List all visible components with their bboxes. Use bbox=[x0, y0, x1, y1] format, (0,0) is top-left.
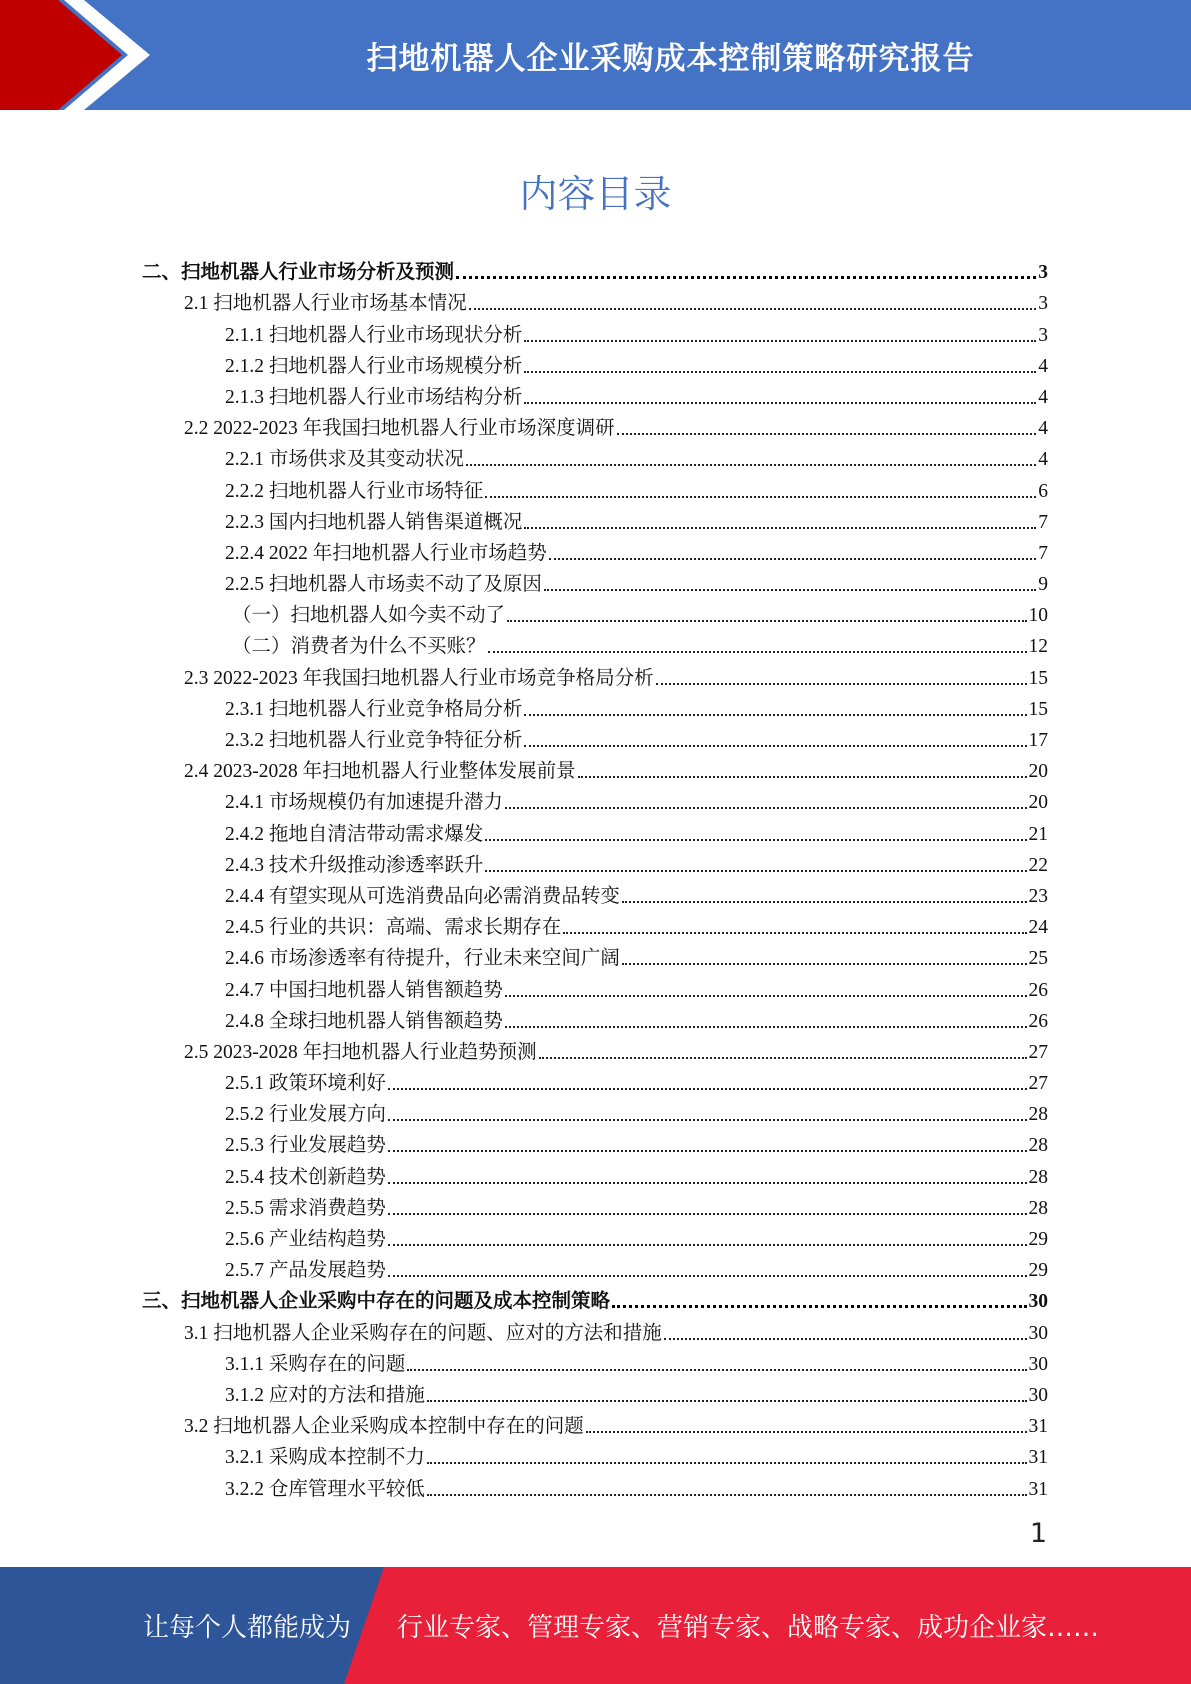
toc-dot-leader bbox=[505, 807, 1027, 809]
toc-entry[interactable] bbox=[142, 1127, 1048, 1158]
toc-entry[interactable] bbox=[142, 316, 1048, 347]
toc-entry-title: 2.5.7 产品发展趋势 bbox=[225, 1260, 386, 1282]
toc-entry[interactable] bbox=[142, 1252, 1048, 1283]
toc-dot-leader bbox=[586, 1431, 1027, 1433]
toc-entry-page: 31 bbox=[1028, 1416, 1048, 1438]
toc-entry-title: 2.5.3 行业发展趋势 bbox=[225, 1135, 386, 1157]
toc-dot-leader bbox=[524, 340, 1036, 342]
toc-dot-leader bbox=[656, 683, 1027, 685]
toc-entry[interactable] bbox=[142, 940, 1048, 971]
toc-entry[interactable] bbox=[142, 722, 1048, 753]
toc-entry-title: （二）消费者为什么不买账？ bbox=[232, 636, 486, 658]
toc-entry-title: 2.2.1 市场供求及其变动状况 bbox=[225, 449, 464, 471]
toc-entry-page: 20 bbox=[1028, 761, 1048, 783]
toc-entry-page: 26 bbox=[1028, 1010, 1048, 1032]
toc-dot-leader bbox=[427, 1462, 1027, 1464]
toc-entry-page: 30 bbox=[1028, 1322, 1048, 1344]
toc-dot-leader bbox=[505, 1026, 1027, 1028]
toc-entry-title: 3.1.1 采购存在的问题 bbox=[225, 1353, 406, 1375]
toc-entry[interactable] bbox=[142, 659, 1048, 690]
page-number: 1 bbox=[1029, 1518, 1047, 1549]
footer-band bbox=[0, 1567, 1191, 1684]
toc-entry-title: 2.5.4 技术创新趋势 bbox=[225, 1166, 386, 1188]
toc-dot-leader bbox=[485, 496, 1036, 498]
footer-slogan-left: 让每个人都能成为 bbox=[143, 1613, 352, 1643]
toc-dot-leader bbox=[664, 1338, 1027, 1340]
toc-entry[interactable] bbox=[142, 878, 1048, 909]
toc-entry[interactable] bbox=[142, 1158, 1048, 1189]
toc-entry-page: 23 bbox=[1028, 885, 1048, 907]
toc-entry-page: 28 bbox=[1028, 1104, 1048, 1126]
toc-entry-page: 22 bbox=[1028, 854, 1048, 876]
toc-dot-leader bbox=[549, 558, 1036, 560]
toc-entry[interactable] bbox=[142, 1190, 1048, 1221]
toc-entry[interactable] bbox=[142, 1346, 1048, 1377]
toc-entry[interactable] bbox=[142, 1221, 1048, 1252]
toc-entry[interactable] bbox=[142, 441, 1048, 472]
toc-entry[interactable] bbox=[142, 1283, 1048, 1314]
toc-entry-page: 12 bbox=[1028, 636, 1048, 658]
toc-entry[interactable] bbox=[142, 285, 1048, 316]
toc-entry-page: 25 bbox=[1028, 948, 1048, 970]
toc-entry[interactable] bbox=[142, 628, 1048, 659]
toc-entry[interactable] bbox=[142, 815, 1048, 846]
toc-entry-title: 2.4.8 全球扫地机器人销售额趋势 bbox=[225, 1010, 503, 1032]
toc-entry[interactable] bbox=[142, 971, 1048, 1002]
toc-dot-leader bbox=[388, 1244, 1027, 1246]
toc-dot-leader bbox=[469, 308, 1036, 310]
toc-entry-page: 10 bbox=[1028, 605, 1048, 627]
toc-entry-page: 17 bbox=[1028, 730, 1048, 751]
toc-entry-page: 4 bbox=[1038, 418, 1048, 440]
toc-dot-leader bbox=[505, 995, 1027, 997]
toc-dot-leader bbox=[622, 901, 1027, 903]
toc-entry-page: 30 bbox=[1028, 1353, 1048, 1375]
toc-entry-page: 9 bbox=[1038, 574, 1048, 596]
toc-entry-title: 2.2.5 扫地机器人市场卖不动了及原因 bbox=[225, 574, 542, 596]
toc-entry-page: 7 bbox=[1038, 542, 1048, 564]
toc-entry-page: 26 bbox=[1028, 979, 1048, 1001]
toc-dot-leader bbox=[524, 527, 1036, 529]
toc-entry-page: 4 bbox=[1038, 386, 1048, 408]
toc-entry-title: 2.4 2023-2028 年扫地机器人行业整体发展前景 bbox=[184, 761, 576, 783]
toc-entry-title: 二、扫地机器人行业市场分析及预测 bbox=[142, 262, 455, 284]
toc-entry-title: 三、扫地机器人企业采购中存在的问题及成本控制策略 bbox=[142, 1291, 611, 1313]
toc-dot-leader bbox=[612, 1305, 1026, 1308]
toc-entry-title: 2.4.4 有望实现从可选消费品向必需消费品转变 bbox=[225, 885, 620, 907]
toc-entry-page: 7 bbox=[1038, 511, 1048, 533]
toc-entry-title: 2.5 2023-2028 年扫地机器人行业趋势预测 bbox=[184, 1041, 537, 1063]
toc-dot-leader bbox=[388, 1150, 1027, 1152]
toc-entry-title: 3.2 扫地机器人企业采购成本控制中存在的问题 bbox=[184, 1416, 584, 1438]
toc-entry-title: 2.4.1 市场规模仍有加速提升潜力 bbox=[225, 792, 503, 814]
toc-dot-leader bbox=[524, 402, 1036, 404]
toc-dot-leader bbox=[524, 371, 1036, 373]
header-chevron-graphic bbox=[0, 0, 160, 110]
toc-dot-leader bbox=[407, 1369, 1026, 1371]
toc-entry-page: 15 bbox=[1028, 698, 1048, 720]
toc-dot-leader bbox=[485, 839, 1026, 841]
toc-entry[interactable] bbox=[142, 1439, 1048, 1470]
toc-dot-leader bbox=[388, 1182, 1027, 1184]
toc-entry[interactable] bbox=[142, 1314, 1048, 1345]
toc-entry[interactable] bbox=[142, 1003, 1048, 1034]
toc-entry[interactable] bbox=[142, 847, 1048, 878]
toc-dot-leader bbox=[456, 276, 1036, 279]
toc-entry-title: 2.3 2022-2023 年我国扫地机器人行业市场竞争格局分析 bbox=[184, 667, 654, 689]
toc-entry[interactable] bbox=[142, 909, 1048, 940]
toc-entry-title: 2.3.1 扫地机器人行业竞争格局分析 bbox=[225, 698, 523, 720]
toc-dot-leader bbox=[388, 1213, 1027, 1215]
toc-dot-leader bbox=[617, 433, 1037, 435]
toc-entry-title: 2.5.6 产业结构趋势 bbox=[225, 1229, 386, 1250]
toc-entry-title: 2.2.2 扫地机器人行业市场特征 bbox=[225, 480, 484, 502]
toc-entry-page: 24 bbox=[1028, 917, 1048, 939]
toc-entry[interactable] bbox=[142, 1470, 1048, 1501]
toc-dot-leader bbox=[427, 1494, 1027, 1496]
toc-entry-page: 3 bbox=[1038, 293, 1048, 315]
toc-dot-leader bbox=[488, 651, 1027, 653]
toc-entry[interactable] bbox=[142, 410, 1048, 441]
toc-entry-title: 2.4.5 行业的共识：高端、需求长期存在 bbox=[225, 917, 562, 939]
toc-entry-page: 29 bbox=[1028, 1229, 1048, 1250]
toc-entry-page: 31 bbox=[1028, 1478, 1048, 1500]
toc-dot-leader bbox=[539, 1057, 1027, 1059]
toc-entry[interactable] bbox=[142, 1034, 1048, 1065]
toc-entry-page: 3 bbox=[1038, 324, 1048, 346]
toc-dot-leader bbox=[524, 745, 1026, 747]
toc-dot-leader bbox=[466, 464, 1036, 466]
toc-entry[interactable] bbox=[142, 254, 1048, 285]
toc-entry-title: 2.4.6 市场渗透率有待提升，行业未来空间广阔 bbox=[225, 948, 620, 970]
toc-dot-leader bbox=[578, 776, 1027, 778]
toc-entry[interactable] bbox=[142, 535, 1048, 566]
toc-entry[interactable] bbox=[142, 379, 1048, 410]
toc-entry-title: 2.2.4 2022 年扫地机器人行业市场趋势 bbox=[225, 542, 547, 564]
toc-dot-leader bbox=[544, 589, 1036, 591]
toc-entry-page: 27 bbox=[1028, 1041, 1048, 1063]
toc-heading: 内容目录 bbox=[519, 172, 672, 216]
toc-entry[interactable] bbox=[142, 1377, 1048, 1408]
toc-entry-title: 2.5.2 行业发展方向 bbox=[225, 1104, 386, 1126]
toc-entry-title: 2.2.3 国内扫地机器人销售渠道概况 bbox=[225, 511, 523, 533]
toc-entry-page: 28 bbox=[1028, 1166, 1048, 1188]
toc-entry-title: 2.4.7 中国扫地机器人销售额趋势 bbox=[225, 979, 503, 1001]
toc-dot-leader bbox=[388, 1119, 1027, 1121]
toc-entry-page: 27 bbox=[1028, 1073, 1048, 1095]
toc-dot-leader bbox=[507, 620, 1026, 622]
toc-entry-title: 2.5.5 需求消费趋势 bbox=[225, 1197, 386, 1219]
toc-entry-page: 28 bbox=[1028, 1197, 1048, 1219]
toc-entry[interactable] bbox=[142, 1065, 1048, 1096]
toc-entry-title: 2.4.3 技术升级推动渗透率跃升 bbox=[225, 854, 484, 876]
toc-entry-title: 2.4.2 拖地自清洁带动需求爆发 bbox=[225, 823, 484, 845]
toc-entry[interactable] bbox=[142, 691, 1048, 722]
toc-entry-title: 2.1.3 扫地机器人行业市场结构分析 bbox=[225, 386, 523, 408]
toc-entry-title: 2.3.2 扫地机器人行业竞争特征分析 bbox=[225, 730, 523, 751]
table-of-contents bbox=[142, 254, 1048, 1502]
toc-entry-page: 20 bbox=[1028, 792, 1048, 814]
toc-dot-leader bbox=[563, 932, 1026, 934]
toc-entry-page: 15 bbox=[1028, 667, 1048, 689]
toc-entry[interactable] bbox=[142, 1096, 1048, 1127]
toc-entry[interactable] bbox=[142, 784, 1048, 815]
toc-entry-title: 2.1 扫地机器人行业市场基本情况 bbox=[184, 293, 467, 315]
toc-entry-page: 3 bbox=[1038, 262, 1048, 284]
toc-entry-page: 29 bbox=[1028, 1260, 1048, 1282]
toc-entry-title: （一）扫地机器人如今卖不动了 bbox=[232, 605, 506, 627]
header-band bbox=[0, 0, 1191, 110]
toc-entry-page: 30 bbox=[1028, 1384, 1048, 1406]
toc-entry[interactable] bbox=[142, 566, 1048, 597]
toc-dot-leader bbox=[427, 1400, 1027, 1402]
toc-dot-leader bbox=[388, 1088, 1027, 1090]
toc-entry-title: 3.2.1 采购成本控制不力 bbox=[225, 1447, 425, 1469]
toc-entry-page: 31 bbox=[1028, 1447, 1048, 1469]
toc-entry-title: 3.1.2 应对的方法和措施 bbox=[225, 1384, 425, 1406]
toc-entry-page: 30 bbox=[1028, 1291, 1048, 1313]
toc-entry[interactable] bbox=[142, 597, 1048, 628]
toc-entry-page: 21 bbox=[1028, 823, 1048, 845]
toc-entry-title: 2.2 2022-2023 年我国扫地机器人行业市场深度调研 bbox=[184, 418, 615, 440]
report-title: 扫地机器人企业采购成本控制策略研究报告 bbox=[366, 40, 975, 77]
toc-entry-page: 6 bbox=[1038, 480, 1048, 502]
toc-entry-title: 2.5.1 政策环境利好 bbox=[225, 1073, 386, 1095]
toc-entry[interactable] bbox=[142, 504, 1048, 535]
toc-entry-page: 4 bbox=[1038, 449, 1048, 471]
toc-entry-page: 4 bbox=[1038, 355, 1048, 377]
toc-entry[interactable] bbox=[142, 1408, 1048, 1439]
toc-entry-title: 2.1.1 扫地机器人行业市场现状分析 bbox=[225, 324, 523, 346]
toc-entry-title: 3.2.2 仓库管理水平较低 bbox=[225, 1478, 425, 1500]
footer-slogan-right: 行业专家、管理专家、营销专家、战略专家、成功企业家…… bbox=[397, 1613, 1100, 1643]
toc-entry[interactable] bbox=[142, 472, 1048, 503]
toc-dot-leader bbox=[388, 1275, 1027, 1277]
toc-dot-leader bbox=[524, 714, 1026, 716]
toc-entry-page: 28 bbox=[1028, 1135, 1048, 1157]
toc-entry[interactable] bbox=[142, 348, 1048, 379]
toc-entry[interactable] bbox=[142, 753, 1048, 784]
toc-entry-title: 2.1.2 扫地机器人行业市场规模分析 bbox=[225, 355, 523, 377]
toc-dot-leader bbox=[622, 963, 1027, 965]
toc-dot-leader bbox=[485, 870, 1026, 872]
toc-entry-title: 3.1 扫地机器人企业采购存在的问题、应对的方法和措施 bbox=[184, 1322, 662, 1344]
